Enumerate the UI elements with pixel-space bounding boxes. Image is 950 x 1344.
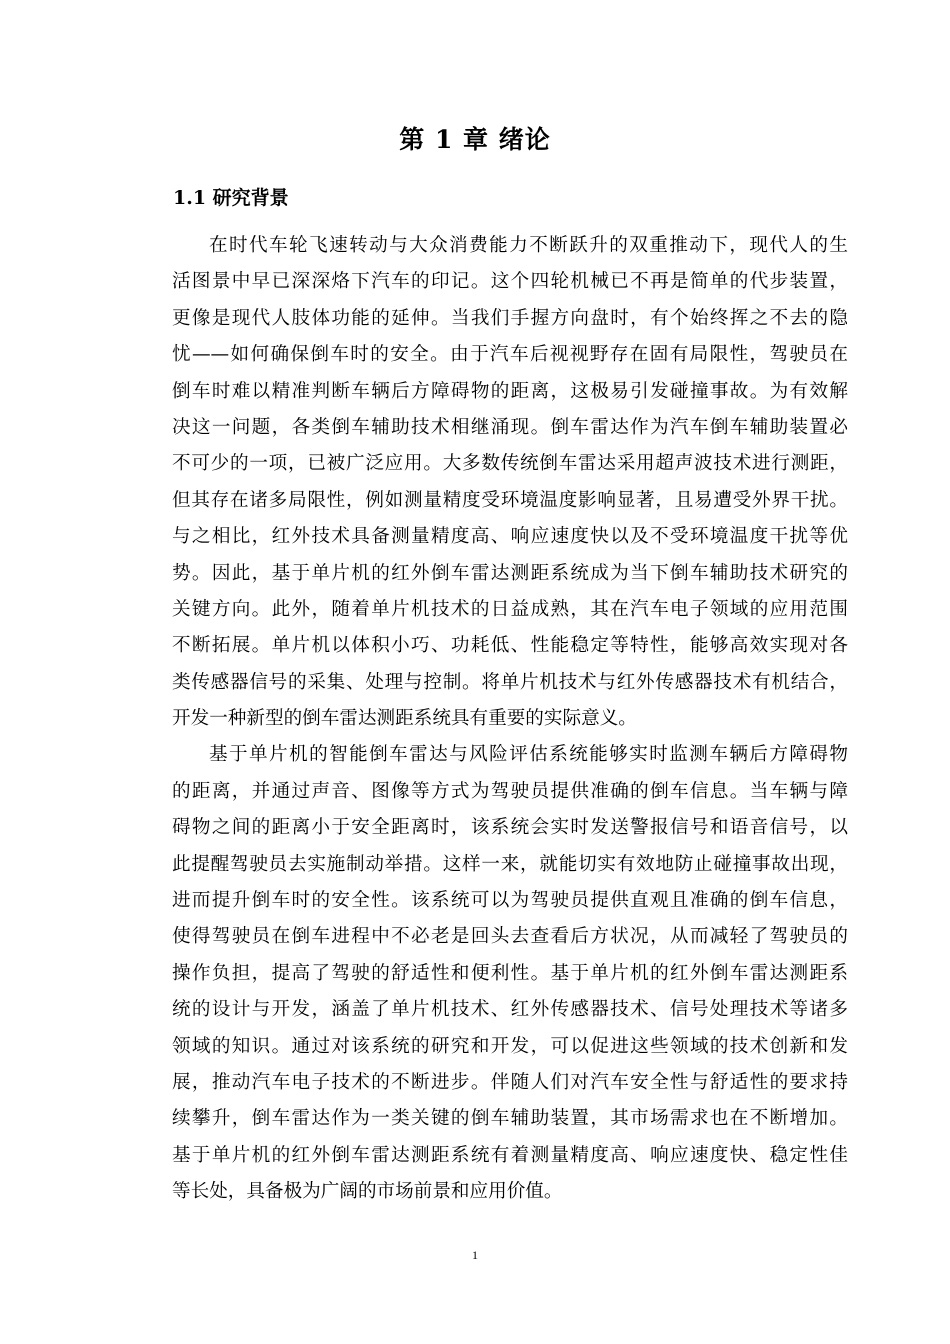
text-line: 与之相比，红外技术具备测量精度高、响应速度快以及不受环境温度干扰等优	[172, 526, 848, 548]
text-line: 势。因此，基于单片机的红外倒车雷达测距系统成为当下倒车辅助技术研究的	[172, 562, 848, 584]
text-line: 但其存在诸多局限性，例如测量精度受环境温度影响显著，且易遭受外界干扰。	[172, 489, 848, 511]
text-line: 基于单片机的智能倒车雷达与风险评估系统能够实时监测车辆后方障碍物	[209, 744, 848, 766]
text-line: 统的设计与开发，涵盖了单片机技术、红外传感器技术、信号处理技术等诸多	[172, 999, 848, 1021]
text-line: 决这一问题，各类倒车辅助技术相继涌现。倒车雷达作为汽车倒车辅助装置必	[172, 416, 848, 438]
text-line: 等长处，具备极为广阔的市场前景和应用价值。	[172, 1181, 563, 1203]
text-line: 忧——如何确保倒车时的安全。由于汽车后视视野存在固有局限性，驾驶员在	[172, 344, 848, 366]
text-line: 续攀升，倒车雷达作为一类关键的倒车辅助装置，其市场需求也在不断增加。	[172, 1108, 848, 1130]
text-line: 进而提升倒车时的安全性。该系统可以为驾驶员提供直观且准确的倒车信息，	[172, 890, 848, 912]
text-line: 不断拓展。单片机以体积小巧、功耗低、性能稳定等特性，能够高效实现对各	[172, 635, 848, 657]
text-line: 基于单片机的红外倒车雷达测距系统有着测量精度高、响应速度快、稳定性佳	[172, 1144, 848, 1166]
text-line: 使得驾驶员在倒车进程中不必老是回头去查看后方状况，从而减轻了驾驶员的	[172, 926, 848, 948]
section-title: 1.1 研究背景	[173, 187, 289, 209]
text-line: 开发一种新型的倒车雷达测距系统具有重要的实际意义。	[172, 708, 637, 730]
text-line: 碍物之间的距离小于安全距离时，该系统会实时发送警报信号和语音信号，以	[172, 817, 848, 839]
chapter-title: 第 1 章 绪论	[399, 125, 551, 154]
text-line: 倒车时难以精准判断车辆后方障碍物的距离，这极易引发碰撞事故。为有效解	[172, 380, 848, 402]
text-line: 操作负担，提高了驾驶的舒适性和便利性。基于单片机的红外倒车雷达测距系	[172, 962, 848, 984]
body-text	[172, 228, 848, 1211]
text-line: 更像是现代人肢体功能的延伸。当我们手握方向盘时，有个始终挥之不去的隐	[172, 307, 848, 329]
text-line: 展，推动汽车电子技术的不断进步。伴随人们对汽车安全性与舒适性的要求持	[172, 1071, 848, 1093]
text-line: 不可少的一项，已被广泛应用。大多数传统倒车雷达采用超声波技术进行测距，	[172, 453, 848, 475]
text-line: 活图景中早已深深烙下汽车的印记。这个四轮机械已不再是简单的代步装置，	[172, 271, 848, 293]
text-line: 关键方向。此外，随着单片机技术的日益成熟，其在汽车电子领域的应用范围	[172, 598, 848, 620]
text-line: 在时代车轮飞速转动与大众消费能力不断跃升的双重推动下，现代人的生	[209, 235, 848, 256]
text-line: 此提醒驾驶员去实施制动举措。这样一来，就能切实有效地防止碰撞事故出现，	[172, 853, 848, 875]
page-number: 1	[472, 1248, 478, 1262]
text-line: 领域的知识。通过对该系统的研究和开发，可以促进这些领域的技术创新和发	[172, 1035, 848, 1057]
text-line: 的距离，并通过声音、图像等方式为驾驶员提供准确的倒车信息。当车辆与障	[172, 780, 848, 802]
text-line: 类传感器信号的采集、处理与控制。将单片机技术与红外传感器技术有机结合，	[172, 671, 848, 693]
